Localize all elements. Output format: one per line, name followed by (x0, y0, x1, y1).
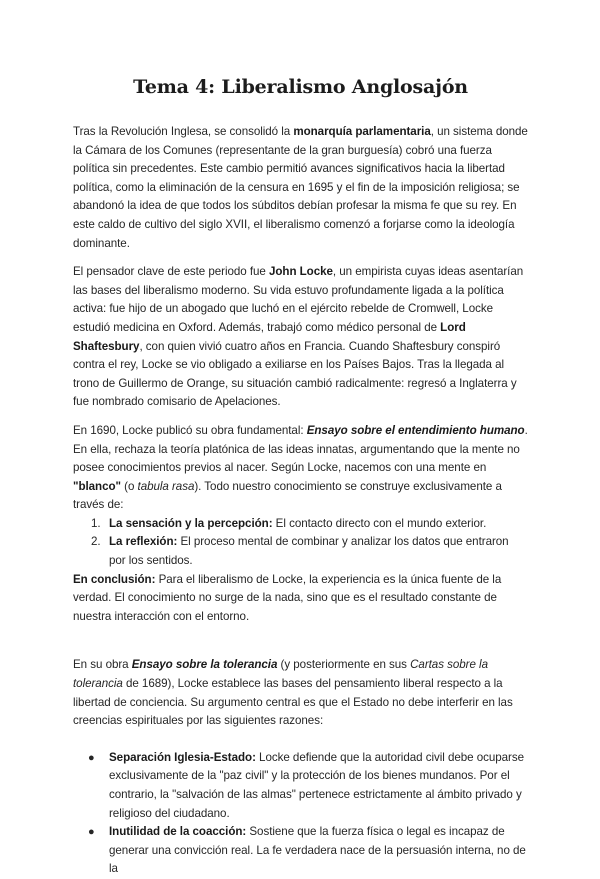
p2-bold-shaftesbury: Lord Shaftesbury (73, 320, 466, 353)
bullet-icon: ● (88, 826, 95, 839)
p3-text-1: En 1690, Locke publicó su obra fundamental: (73, 423, 307, 437)
list-item (73, 749, 528, 823)
list-number: 1. (91, 516, 101, 530)
p4-text-1: En su obra (73, 658, 132, 672)
list-number: 2. (91, 535, 101, 549)
list-item (73, 533, 528, 570)
list-item (73, 515, 528, 534)
paragraph-locke-bio (73, 263, 528, 412)
conclusion-text: Para el liberalismo de Locke, la experiencia es la única fuente de la verdad. El conocimiento no surge de la nada, sino que es el resultado constante de nuestra interacción con el entorno. (73, 572, 502, 623)
p4-italic-cartas: Cartas sobre la tolerancia (73, 658, 488, 691)
knowledge-sources-list (73, 515, 528, 571)
p2-text-3: , con quien vivió cuatro años en Francia. Cuando Shaftesbury conspiró contra el rey, Locke se vio obligado a exiliarse en los Países Bajos. Tras la llegada al trono de Guillermo de Orange, su situación cambió radicalmente: regresó a Inglaterra y fue nombrado comisario de Apelaciones. (73, 339, 517, 409)
p1-text-1: Tras la Revolución Inglesa, se consolidó la (73, 125, 294, 138)
p3-italic-tabula-rasa: tabula rasa (137, 479, 195, 493)
list-item-label: La reflexión: (109, 535, 178, 549)
list-item-text: El proceso mental de combinar y analizar los datos que entraron por los sentidos. (109, 535, 509, 568)
p3-text-4: ). Todo nuestro conocimiento se construye exclusivamente a través de: (73, 479, 502, 512)
list-item (73, 823, 528, 879)
list-item-label: Inutilidad de la coacción: (109, 825, 247, 839)
list-item-text: Locke defiende que la autoridad civil debe ocuparse exclusivamente de la "paz civil" y la protección de los bienes mundanos. Por el contrario, la "salvación de las almas" pertenece estrictamente al ámbito privado y religioso del ciudadano. (109, 750, 525, 820)
list-item-text: Sostiene que la fuerza física o legal es incapaz de generar una convicción real. La fe verdadera nace de la persuasión interna, no de la (109, 825, 526, 876)
bullet-icon: ● (88, 751, 95, 764)
p4-text-2: (y posteriormente en sus (277, 658, 411, 672)
p3-text-3: (o (120, 479, 138, 493)
conclusion-label: En conclusión: (73, 572, 156, 586)
p4-tolerancia-title: Ensayo sobre la tolerancia (131, 658, 278, 672)
p3-bold-blanco: "blanco" (73, 479, 121, 493)
paragraph-conclusion (73, 571, 528, 627)
paragraph-revolucion (73, 123, 528, 253)
paragraph-ensayo-entendimiento (73, 422, 528, 515)
p1-text-2: , un sistema donde la Cámara de los Comunes (representante de la gran burguesía) cobró una fuerza política sin precedentes. Este cambio permitió avances significativos hacia la libertad política, como la eliminación de la censura en 1695 y el fin de la imposición religiosa; se abandonó la idea de que todos los súbditos debían profesar la misma fe que su rey. En este caldo de cultivo del siglo XVII, el liberalismo comenzó a forjarse como la ideología dominante. (73, 125, 528, 250)
p2-text-2: , un empirista cuyas ideas asentarían las bases del liberalismo moderno. Su vida estuvo profundamente ligada a la política activa: fue hijo de un abogado que luchó en el ejército rebelde de Cromwell, Locke estudió medicina en Oxford. Además, trabajó como médico personal de (73, 265, 524, 334)
p2-text-1: El pensador clave de este periodo fue (73, 265, 269, 279)
p4-bold-italic-tolerancia (132, 658, 278, 671)
p3-text-2: . En ella, rechaza la teoría platónica de las ideas innatas, argumentando que la mente no posee conocimientos previos al nacer. Según Locke, nacemos con una mente en (73, 423, 528, 475)
tolerance-reasons-list (73, 749, 528, 879)
paragraph-ensayo-tolerancia (73, 656, 528, 730)
list-item-label: La sensación y la percepción: (109, 516, 273, 530)
p2-bold-john-locke: John Locke (268, 265, 333, 279)
p3-ensayo-title: Ensayo sobre el entendimiento humano (306, 423, 525, 437)
list-item-label: Separación Iglesia-Estado: (109, 750, 256, 764)
p4-text-3: de 1689), Locke establece las bases del pensamiento liberal respecto a la libertad de conciencia. Su argumento central es que el Estado no debe interferir en las creencias espirituales por las siguientes razones: (73, 677, 513, 728)
list-item-text: El contacto directo con el mundo exterior. (272, 516, 487, 530)
page-title: Tema 4: Liberalismo Anglosajón (133, 76, 468, 98)
p3-bold-italic-ensayo (307, 424, 525, 437)
p1-bold-monarquia: monarquía parlamentaria (293, 125, 431, 138)
